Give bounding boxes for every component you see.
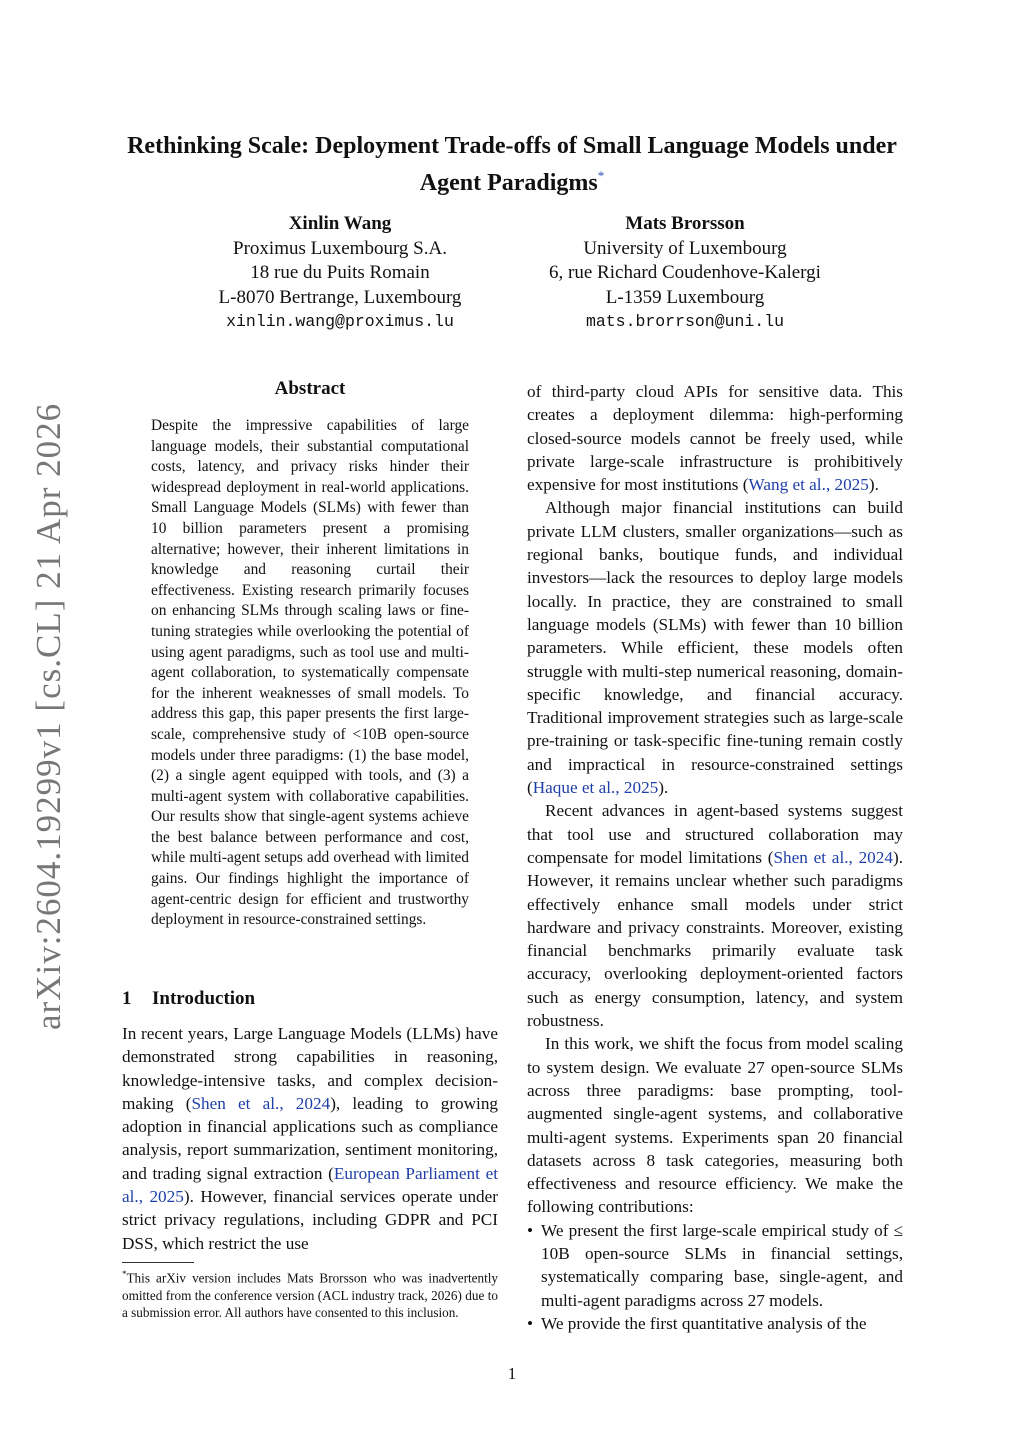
text-run: ).: [658, 778, 669, 798]
author-name: Xinlin Wang: [288, 213, 392, 234]
section-number: 1: [122, 988, 132, 1009]
list-item: [527, 1312, 903, 1335]
text-run: In recent years, Large Language Models (LLMs) have demonstrated strong capabilities in reasoning, knowledge-intensive tasks, and complex decision-making (: [122, 1024, 498, 1113]
author-city: L-8070 Bertrange, Luxembourg: [218, 286, 462, 308]
page-number: 1: [507, 1364, 517, 1383]
author-affiliation: University of Luxembourg: [583, 237, 787, 259]
text-run: Recent advances in agent-based systems suggest that tool use and structured collaboration may compensate for model limitations (: [527, 801, 903, 867]
citation-link[interactable]: Wang et al., 2025: [748, 475, 869, 495]
citation-link[interactable]: Shen et al., 2024: [773, 847, 893, 867]
title-line-1: Rethinking Scale: Deployment Trade-offs of Small Language Models under: [127, 133, 897, 159]
paragraph: [527, 496, 903, 799]
text-run: of third-party cloud APIs for sensitive data. This creates a deployment dilemma: high-performing closed-source models cannot be freely used, while private large-scale infrastructure is prohibitively expensive for most institutions (: [527, 382, 903, 495]
introduction-paragraph-1: [122, 1022, 498, 1255]
paragraph: In this work, we shift the focus from model scaling to system design. We evaluate 27 open-source SLMs across three paradigms: base prompting, tool-augmented single-agent systems, and collaborative multi-agent systems. Experiments span 20 financial datasets across 8 task categories, measuring both effectiveness and resource efficiency. We make the following contributions:: [527, 1034, 903, 1217]
paper-title: [100, 132, 924, 198]
footnote-mark: *: [122, 1269, 127, 1279]
author-mats-brorsson: [520, 212, 850, 335]
abstract-heading: Abstract: [274, 378, 346, 399]
text-run: ). However, financial services operate under strict privacy regulations, including GDPR and PCI DSS, which restrict the use: [122, 1187, 498, 1253]
list-item: [527, 1219, 903, 1312]
text-run: ). However, it remains unclear whether such paradigms effectively enhance small models under strict hardware and privacy constraints. Moreover, existing financial benchmarks primarily evaluate task accuracy, overlooking deployment-oriented factors such as energy consumption, latency, and system robustness.: [527, 847, 903, 1031]
title-footnote-mark: *: [597, 168, 605, 183]
text-run: ), leading to growing adoption in financial applications such as compliance analysis, report summarization, sentiment monitoring, and trading signal extraction (: [122, 1093, 499, 1183]
list-item-text: We present the first large-scale empirical study of ≤ 10B open-source SLMs in financial settings, systematically comparing base, single-agent, and multi-agent paradigms across 27 models.: [541, 1220, 903, 1310]
text-run: ).: [868, 475, 879, 495]
author-xinlin-wang: [190, 212, 490, 335]
author-street: 18 rue du Puits Romain: [250, 262, 430, 283]
text-run: Although major financial institutions can build private LLM clusters, smaller organizations—such as regional banks, boutique funds, and individual investors—lack the resources to deploy large models locally. In practice, they are constrained to small language models (SLMs) with fewer than 10 billion parameters. While efficient, these models often struggle with multi-step numerical reasoning, domain-specific knowledge, and financial accuracy. Traditional improvement strategies such as large-scale pre-training or task-specific fine-tuning remain costly and impractical in resource-constrained settings (: [527, 498, 903, 798]
author-city: L-1359 Luxembourg: [605, 286, 765, 308]
list-item-text: We provide the first quantitative analysis of the: [541, 1313, 867, 1333]
bullet-icon: •: [527, 1313, 534, 1333]
paragraph-continued: [527, 380, 903, 496]
abstract-text: Despite the impressive capabilities of large language models, their substantial computational costs, latency, and privacy risks hinder their widespread deployment in real-world applications. Small Language Models (SLMs) with fewer than 10 billion parameters present a promising alternative; however, their inherent limitations in knowledge and reasoning curtail their effectiveness. Existing research primarily focuses on enhancing SLMs through scaling laws or fine-tuning strategies while overlooking the potential of using agent paradigms, such as tool use and multi-agent collaboration, to systematically compensate for the inherent weaknesses of small models. To address this gap, this paper presents the first large-scale, comprehensive study of <10B open-source models under three paradigms: (1) the base model, (2) a single agent equipped with tools, and (3) a multi-agent system with collaborative capabilities. Our results show that single-agent systems achieve the best balance between performance and cost, while multi-agent setups add overhead with limited gains. Our findings highlight the importance of agent-centric design for efficient and trustworthy deployment in resource-constrained settings.: [151, 417, 469, 929]
citation-link[interactable]: Haque et al., 2025: [532, 778, 659, 798]
citation-link[interactable]: European Parliament et al., 2025: [122, 1163, 499, 1207]
citation-link[interactable]: Shen et al., 2024: [191, 1093, 331, 1113]
footnote: [122, 1266, 498, 1321]
right-column: [527, 380, 903, 1335]
section-title: Introduction: [152, 988, 256, 1009]
author-email[interactable]: xinlin.wang@proximus.lu: [226, 312, 454, 331]
title-line-2: Agent Paradigms: [419, 170, 598, 196]
paragraph: [527, 799, 903, 1032]
introduction-heading: [122, 986, 498, 1012]
abstract-section: [151, 376, 469, 931]
contributions-list: [527, 1219, 903, 1335]
author-email[interactable]: mats.brorrson@uni.lu: [585, 312, 785, 331]
introduction-section: [122, 986, 498, 1255]
bullet-icon: •: [527, 1220, 534, 1240]
author-street: 6, rue Richard Coudenhove-Kalergi: [549, 262, 821, 283]
footnote-text: This arXiv version includes Mats Brorsson who was inadvertently omitted from the conference version (ACL industry track, 2026) due to a submission error. All authors have consented to this inclusion.: [122, 1270, 498, 1320]
author-affiliation: Proximus Luxembourg S.A.: [233, 237, 447, 259]
footnote-divider: [122, 1262, 194, 1263]
arxiv-identifier: arXiv:2604.19299v1 [cs.CL] 21 Apr 2026: [29, 402, 68, 1030]
author-name: Mats Brorsson: [625, 213, 745, 234]
